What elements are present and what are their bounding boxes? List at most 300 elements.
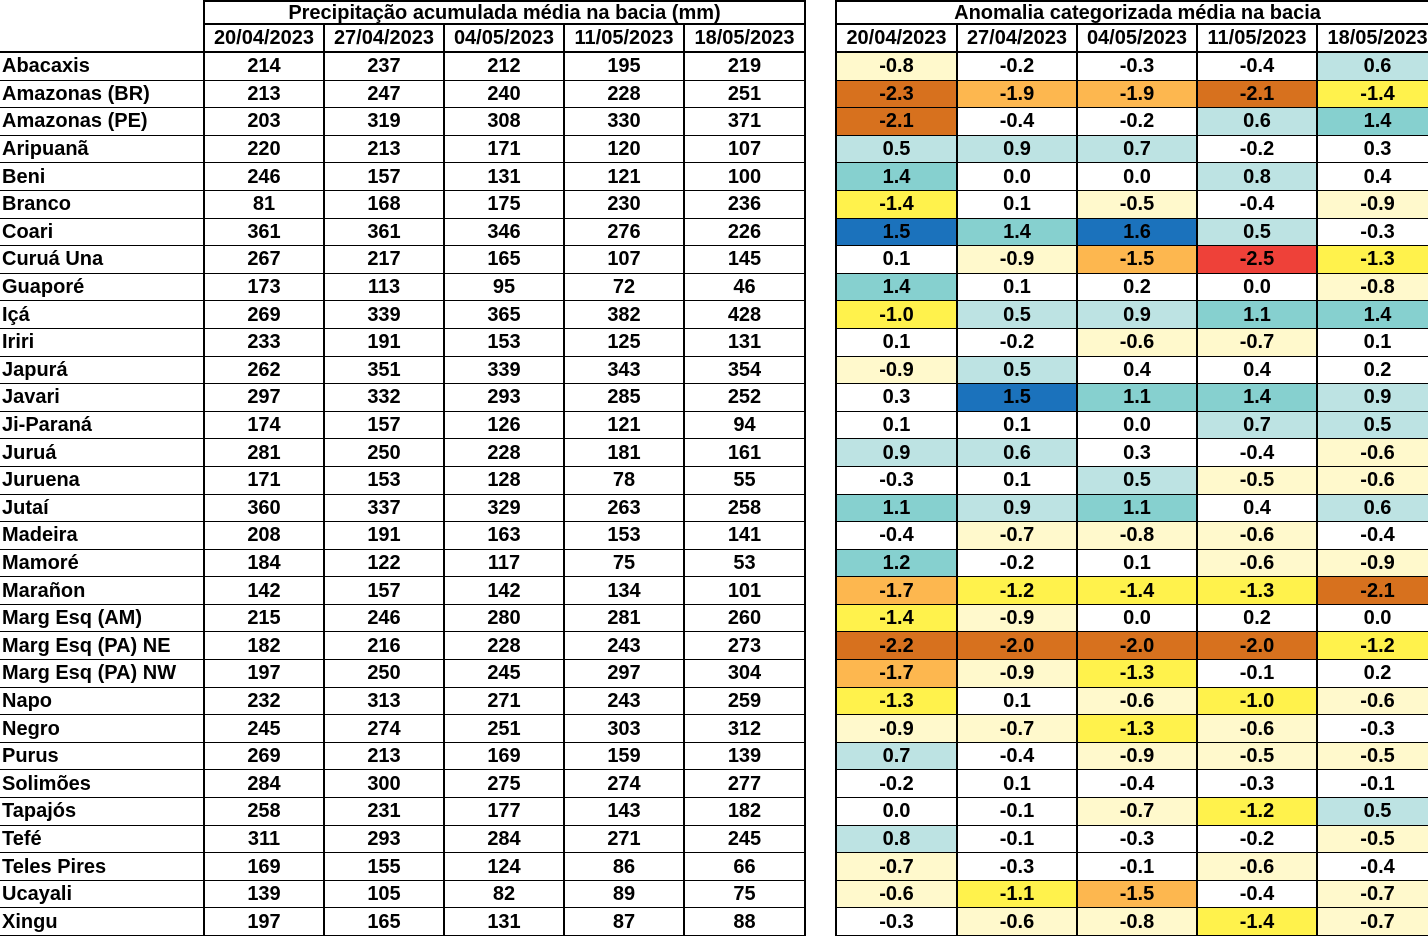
anomaly-value: -0.4 bbox=[1197, 880, 1317, 908]
anomaly-value: -0.2 bbox=[957, 328, 1077, 356]
basin-name: Napo bbox=[0, 687, 204, 715]
precip-value: 105 bbox=[324, 880, 444, 908]
table-row bbox=[836, 163, 1428, 191]
precip-value: 365 bbox=[444, 301, 564, 329]
table-row bbox=[836, 798, 1428, 826]
anomaly-value: -0.7 bbox=[836, 853, 957, 881]
anomaly-value: 0.7 bbox=[1197, 411, 1317, 439]
table-row bbox=[0, 163, 805, 191]
precip-value: 262 bbox=[204, 356, 324, 384]
anomaly-value: 0.6 bbox=[1197, 108, 1317, 136]
precip-value: 219 bbox=[684, 52, 805, 80]
precip-value: 174 bbox=[204, 411, 324, 439]
table-row bbox=[836, 853, 1428, 881]
precip-value: 337 bbox=[324, 494, 444, 522]
precip-value: 182 bbox=[204, 632, 324, 660]
precip-value: 126 bbox=[444, 411, 564, 439]
table-row bbox=[0, 632, 805, 660]
anomaly-value: -0.9 bbox=[957, 246, 1077, 274]
basin-name: Amazonas (BR) bbox=[0, 80, 204, 108]
precip-value: 213 bbox=[204, 80, 324, 108]
table-row bbox=[0, 411, 805, 439]
anomaly-value: -0.3 bbox=[836, 908, 957, 936]
table-row bbox=[836, 466, 1428, 494]
anomaly-value: 0.4 bbox=[1197, 494, 1317, 522]
table-row bbox=[836, 577, 1428, 605]
anomaly-table bbox=[835, 0, 1428, 936]
precip-value: 277 bbox=[684, 770, 805, 798]
precip-value: 361 bbox=[204, 218, 324, 246]
anomaly-value: 1.1 bbox=[1077, 494, 1197, 522]
precip-value: 107 bbox=[684, 135, 805, 163]
anomaly-value: -2.1 bbox=[836, 108, 957, 136]
precip-value: 197 bbox=[204, 908, 324, 936]
anomaly-value: -0.7 bbox=[1077, 798, 1197, 826]
precip-value: 252 bbox=[684, 384, 805, 412]
precip-value: 300 bbox=[324, 770, 444, 798]
anomaly-value: -0.7 bbox=[1317, 908, 1428, 936]
anomaly-value: 0.6 bbox=[1317, 494, 1428, 522]
anomaly-value: -0.5 bbox=[1197, 466, 1317, 494]
table-row bbox=[0, 604, 805, 632]
anomaly-value: 1.4 bbox=[957, 218, 1077, 246]
table-row bbox=[0, 80, 805, 108]
anomaly-value: 0.3 bbox=[1317, 135, 1428, 163]
anomaly-value: -0.2 bbox=[957, 52, 1077, 80]
precip-value: 245 bbox=[444, 660, 564, 688]
anomaly-value: 0.7 bbox=[1077, 135, 1197, 163]
anomaly-value: 0.9 bbox=[957, 135, 1077, 163]
precip-value: 226 bbox=[684, 218, 805, 246]
anomaly-value: 0.0 bbox=[1077, 411, 1197, 439]
precip-value: 243 bbox=[564, 687, 684, 715]
basin-name: Madeira bbox=[0, 522, 204, 550]
anomaly-value: -0.2 bbox=[1197, 135, 1317, 163]
precip-value: 66 bbox=[684, 853, 805, 881]
precip-value: 153 bbox=[564, 522, 684, 550]
precip-value: 245 bbox=[684, 825, 805, 853]
basin-name: Amazonas (PE) bbox=[0, 108, 204, 136]
precip-value: 271 bbox=[444, 687, 564, 715]
anomaly-value: 1.4 bbox=[1317, 108, 1428, 136]
precip-value: 145 bbox=[684, 246, 805, 274]
precip-value: 184 bbox=[204, 549, 324, 577]
basin-name: Iriri bbox=[0, 328, 204, 356]
precip-value: 346 bbox=[444, 218, 564, 246]
anomaly-value: -1.1 bbox=[957, 880, 1077, 908]
precip-value: 311 bbox=[204, 825, 324, 853]
basin-name: Xingu bbox=[0, 908, 204, 936]
anomaly-value: 0.1 bbox=[957, 411, 1077, 439]
anomaly-title: Anomalia categorizada média na bacia bbox=[836, 1, 1428, 24]
table-row bbox=[0, 742, 805, 770]
anomaly-value: -0.9 bbox=[836, 715, 957, 743]
precip-value: 100 bbox=[684, 163, 805, 191]
precip-value: 165 bbox=[324, 908, 444, 936]
anomaly-value: 0.9 bbox=[1077, 301, 1197, 329]
anomaly-value: 0.0 bbox=[1197, 273, 1317, 301]
anomaly-value: -0.2 bbox=[957, 549, 1077, 577]
anomaly-value: -1.3 bbox=[1197, 577, 1317, 605]
anomaly-value: -0.6 bbox=[1077, 687, 1197, 715]
precip-value: 177 bbox=[444, 798, 564, 826]
anomaly-value: 0.1 bbox=[1077, 549, 1197, 577]
anomaly-value: 0.2 bbox=[1317, 660, 1428, 688]
precip-value: 171 bbox=[444, 135, 564, 163]
basin-name: Marg Esq (AM) bbox=[0, 604, 204, 632]
table-row bbox=[836, 301, 1428, 329]
precip-value: 247 bbox=[324, 80, 444, 108]
anomaly-value: 0.8 bbox=[836, 825, 957, 853]
table-row bbox=[836, 880, 1428, 908]
anomaly-value: -0.1 bbox=[957, 798, 1077, 826]
anomaly-value: -0.1 bbox=[1317, 770, 1428, 798]
table-row bbox=[0, 770, 805, 798]
table-row bbox=[836, 632, 1428, 660]
precip-value: 293 bbox=[444, 384, 564, 412]
anomaly-value: -0.8 bbox=[1077, 522, 1197, 550]
precip-value: 276 bbox=[564, 218, 684, 246]
basin-name: Mamoré bbox=[0, 549, 204, 577]
precip-date-header: 11/05/2023 bbox=[564, 24, 684, 52]
precip-value: 122 bbox=[324, 549, 444, 577]
table-row bbox=[836, 439, 1428, 467]
anomaly-value: -1.5 bbox=[1077, 880, 1197, 908]
anomaly-value: -0.4 bbox=[1317, 853, 1428, 881]
precip-value: 312 bbox=[684, 715, 805, 743]
anomaly-value: -1.4 bbox=[1317, 80, 1428, 108]
precip-value: 143 bbox=[564, 798, 684, 826]
anomaly-value: 0.4 bbox=[1317, 163, 1428, 191]
anomaly-value: 1.4 bbox=[1317, 301, 1428, 329]
precip-value: 134 bbox=[564, 577, 684, 605]
precip-value: 319 bbox=[324, 108, 444, 136]
precip-value: 86 bbox=[564, 853, 684, 881]
anomaly-value: -2.1 bbox=[1197, 80, 1317, 108]
anomaly-value: -0.6 bbox=[836, 880, 957, 908]
anomaly-value: 0.0 bbox=[1077, 163, 1197, 191]
precip-value: 220 bbox=[204, 135, 324, 163]
anomaly-value: -2.5 bbox=[1197, 246, 1317, 274]
precip-value: 213 bbox=[324, 135, 444, 163]
precip-value: 203 bbox=[204, 108, 324, 136]
precip-value: 95 bbox=[444, 273, 564, 301]
precip-value: 121 bbox=[564, 163, 684, 191]
anomaly-value: -0.6 bbox=[1197, 522, 1317, 550]
precip-date-header: 18/05/2023 bbox=[684, 24, 805, 52]
precip-value: 107 bbox=[564, 246, 684, 274]
table-row bbox=[836, 52, 1428, 80]
precip-value: 128 bbox=[444, 466, 564, 494]
table-row bbox=[0, 908, 805, 936]
anomaly-value: 0.5 bbox=[836, 135, 957, 163]
precip-value: 182 bbox=[684, 798, 805, 826]
precip-value: 269 bbox=[204, 301, 324, 329]
precip-value: 163 bbox=[444, 522, 564, 550]
precip-value: 274 bbox=[564, 770, 684, 798]
precip-value: 53 bbox=[684, 549, 805, 577]
anomaly-value: -0.3 bbox=[1197, 770, 1317, 798]
anomaly-value: -1.4 bbox=[1077, 577, 1197, 605]
anomaly-value: -1.3 bbox=[1317, 246, 1428, 274]
precip-value: 281 bbox=[564, 604, 684, 632]
precip-value: 360 bbox=[204, 494, 324, 522]
precip-date-header: 04/05/2023 bbox=[444, 24, 564, 52]
precip-value: 131 bbox=[444, 908, 564, 936]
precip-value: 280 bbox=[444, 604, 564, 632]
table-row bbox=[836, 549, 1428, 577]
precip-value: 251 bbox=[684, 80, 805, 108]
anomaly-value: -1.3 bbox=[836, 687, 957, 715]
table-row bbox=[836, 190, 1428, 218]
anomaly-value: -0.4 bbox=[1317, 522, 1428, 550]
table-row bbox=[836, 604, 1428, 632]
anomaly-value: 0.5 bbox=[957, 356, 1077, 384]
table-row bbox=[0, 715, 805, 743]
precip-value: 117 bbox=[444, 549, 564, 577]
precip-value: 330 bbox=[564, 108, 684, 136]
precip-value: 87 bbox=[564, 908, 684, 936]
anomaly-value: -0.6 bbox=[1197, 549, 1317, 577]
precip-value: 139 bbox=[684, 742, 805, 770]
anomaly-value: 0.6 bbox=[1317, 52, 1428, 80]
precip-value: 351 bbox=[324, 356, 444, 384]
table-row bbox=[836, 770, 1428, 798]
precip-value: 213 bbox=[324, 742, 444, 770]
precip-value: 214 bbox=[204, 52, 324, 80]
table-row bbox=[0, 108, 805, 136]
anomaly-value: -2.0 bbox=[957, 632, 1077, 660]
table-row bbox=[0, 301, 805, 329]
precip-value: 82 bbox=[444, 880, 564, 908]
precip-value: 293 bbox=[324, 825, 444, 853]
anomaly-date-header: 20/04/2023 bbox=[836, 24, 957, 52]
anomaly-value: 0.5 bbox=[1317, 798, 1428, 826]
basin-name: Marg Esq (PA) NE bbox=[0, 632, 204, 660]
precip-value: 131 bbox=[444, 163, 564, 191]
anomaly-value: 0.4 bbox=[1077, 356, 1197, 384]
anomaly-value: 0.5 bbox=[1317, 411, 1428, 439]
table-row bbox=[0, 135, 805, 163]
precip-value: 236 bbox=[684, 190, 805, 218]
table-row bbox=[0, 356, 805, 384]
precip-value: 275 bbox=[444, 770, 564, 798]
precip-value: 101 bbox=[684, 577, 805, 605]
precip-value: 285 bbox=[564, 384, 684, 412]
table-row bbox=[0, 494, 805, 522]
anomaly-value: 0.1 bbox=[957, 273, 1077, 301]
precip-value: 94 bbox=[684, 411, 805, 439]
precip-value: 157 bbox=[324, 577, 444, 605]
precip-value: 75 bbox=[564, 549, 684, 577]
anomaly-value: -1.2 bbox=[1317, 632, 1428, 660]
table-row bbox=[836, 522, 1428, 550]
anomaly-value: 0.1 bbox=[957, 190, 1077, 218]
anomaly-value: -0.9 bbox=[1317, 549, 1428, 577]
precip-value: 139 bbox=[204, 880, 324, 908]
table-row bbox=[0, 273, 805, 301]
anomaly-value: -0.6 bbox=[1197, 853, 1317, 881]
precip-value: 230 bbox=[564, 190, 684, 218]
precip-value: 191 bbox=[324, 328, 444, 356]
precip-value: 228 bbox=[444, 439, 564, 467]
precip-value: 308 bbox=[444, 108, 564, 136]
precip-date-header: 27/04/2023 bbox=[324, 24, 444, 52]
anomaly-value: 0.0 bbox=[1317, 604, 1428, 632]
basin-name: Purus bbox=[0, 742, 204, 770]
table-row bbox=[0, 246, 805, 274]
precip-value: 113 bbox=[324, 273, 444, 301]
anomaly-value: -0.7 bbox=[957, 715, 1077, 743]
precip-value: 259 bbox=[684, 687, 805, 715]
precip-value: 329 bbox=[444, 494, 564, 522]
anomaly-value: 0.1 bbox=[836, 328, 957, 356]
precip-date-header: 20/04/2023 bbox=[204, 24, 324, 52]
precip-value: 55 bbox=[684, 466, 805, 494]
anomaly-value: -1.7 bbox=[836, 660, 957, 688]
anomaly-value: -0.7 bbox=[1317, 880, 1428, 908]
table-row bbox=[0, 687, 805, 715]
precip-value: 212 bbox=[444, 52, 564, 80]
anomaly-value: -0.7 bbox=[957, 522, 1077, 550]
precip-value: 175 bbox=[444, 190, 564, 218]
precip-value: 304 bbox=[684, 660, 805, 688]
precip-value: 72 bbox=[564, 273, 684, 301]
anomaly-value: -0.9 bbox=[1077, 742, 1197, 770]
precip-value: 153 bbox=[324, 466, 444, 494]
basin-name: Javari bbox=[0, 384, 204, 412]
precip-value: 141 bbox=[684, 522, 805, 550]
basin-name: Marañon bbox=[0, 577, 204, 605]
anomaly-value: -1.4 bbox=[836, 190, 957, 218]
anomaly-value: 1.5 bbox=[836, 218, 957, 246]
anomaly-value: 0.9 bbox=[836, 439, 957, 467]
precip-value: 197 bbox=[204, 660, 324, 688]
basin-name: Abacaxis bbox=[0, 52, 204, 80]
anomaly-value: 1.5 bbox=[957, 384, 1077, 412]
anomaly-value: -0.9 bbox=[1317, 190, 1428, 218]
table-row bbox=[0, 466, 805, 494]
anomaly-value: -1.9 bbox=[1077, 80, 1197, 108]
precip-value: 88 bbox=[684, 908, 805, 936]
precip-value: 124 bbox=[444, 853, 564, 881]
precip-value: 181 bbox=[564, 439, 684, 467]
anomaly-value: 0.2 bbox=[1317, 356, 1428, 384]
anomaly-value: -0.8 bbox=[1317, 273, 1428, 301]
anomaly-value: 1.4 bbox=[836, 273, 957, 301]
anomaly-value: 1.4 bbox=[836, 163, 957, 191]
anomaly-value: -0.6 bbox=[1077, 328, 1197, 356]
basin-name: Ucayali bbox=[0, 880, 204, 908]
precip-value: 173 bbox=[204, 273, 324, 301]
anomaly-value: -0.5 bbox=[1077, 190, 1197, 218]
anomaly-value: 0.0 bbox=[1077, 604, 1197, 632]
table-row bbox=[836, 328, 1428, 356]
anomaly-value: 0.9 bbox=[957, 494, 1077, 522]
precip-value: 263 bbox=[564, 494, 684, 522]
header-blank bbox=[0, 24, 204, 52]
anomaly-value: -2.3 bbox=[836, 80, 957, 108]
precip-value: 284 bbox=[204, 770, 324, 798]
anomaly-value: -0.9 bbox=[836, 356, 957, 384]
precip-value: 274 bbox=[324, 715, 444, 743]
anomaly-value: -1.0 bbox=[836, 301, 957, 329]
precip-value: 273 bbox=[684, 632, 805, 660]
anomaly-value: -0.5 bbox=[1317, 825, 1428, 853]
table-row bbox=[836, 742, 1428, 770]
anomaly-value: 0.3 bbox=[836, 384, 957, 412]
precip-value: 281 bbox=[204, 439, 324, 467]
table-row bbox=[836, 687, 1428, 715]
basin-name: Juruena bbox=[0, 466, 204, 494]
precip-value: 428 bbox=[684, 301, 805, 329]
precip-value: 250 bbox=[324, 439, 444, 467]
anomaly-value: -1.7 bbox=[836, 577, 957, 605]
anomaly-value: 0.6 bbox=[957, 439, 1077, 467]
precip-value: 361 bbox=[324, 218, 444, 246]
anomaly-value: -0.2 bbox=[836, 770, 957, 798]
precip-value: 245 bbox=[204, 715, 324, 743]
table-row bbox=[0, 190, 805, 218]
precip-value: 191 bbox=[324, 522, 444, 550]
table-row bbox=[0, 660, 805, 688]
anomaly-value: -0.8 bbox=[1077, 908, 1197, 936]
anomaly-value: 1.2 bbox=[836, 549, 957, 577]
precip-value: 131 bbox=[684, 328, 805, 356]
anomaly-value: 0.2 bbox=[1077, 273, 1197, 301]
table-row bbox=[836, 273, 1428, 301]
table-row bbox=[836, 825, 1428, 853]
anomaly-value: -0.7 bbox=[1197, 328, 1317, 356]
table-row bbox=[836, 135, 1428, 163]
table-row bbox=[836, 218, 1428, 246]
precip-value: 258 bbox=[204, 798, 324, 826]
basin-name: Marg Esq (PA) NW bbox=[0, 660, 204, 688]
anomaly-value: -0.6 bbox=[1197, 715, 1317, 743]
precip-value: 120 bbox=[564, 135, 684, 163]
anomaly-value: -0.8 bbox=[836, 52, 957, 80]
precip-value: 267 bbox=[204, 246, 324, 274]
anomaly-value: -0.3 bbox=[957, 853, 1077, 881]
precip-value: 153 bbox=[444, 328, 564, 356]
precip-value: 161 bbox=[684, 439, 805, 467]
precip-value: 46 bbox=[684, 273, 805, 301]
anomaly-value: -0.4 bbox=[957, 108, 1077, 136]
anomaly-value: -0.6 bbox=[1317, 466, 1428, 494]
precip-value: 354 bbox=[684, 356, 805, 384]
anomaly-value: -2.2 bbox=[836, 632, 957, 660]
precip-value: 339 bbox=[444, 356, 564, 384]
anomaly-value: 1.4 bbox=[1197, 384, 1317, 412]
table-row bbox=[0, 853, 805, 881]
precip-value: 339 bbox=[324, 301, 444, 329]
anomaly-value: -1.2 bbox=[1197, 798, 1317, 826]
precip-value: 169 bbox=[204, 853, 324, 881]
anomaly-value: -0.1 bbox=[1077, 853, 1197, 881]
anomaly-value: -0.4 bbox=[1197, 439, 1317, 467]
basin-name: Branco bbox=[0, 190, 204, 218]
table-row bbox=[0, 218, 805, 246]
precip-value: 228 bbox=[444, 632, 564, 660]
anomaly-value: -0.3 bbox=[1317, 715, 1428, 743]
anomaly-value: -0.5 bbox=[1317, 742, 1428, 770]
anomaly-value: 1.1 bbox=[836, 494, 957, 522]
basin-name: Juruá bbox=[0, 439, 204, 467]
precip-value: 332 bbox=[324, 384, 444, 412]
table-row bbox=[0, 549, 805, 577]
precip-value: 243 bbox=[564, 632, 684, 660]
anomaly-value: -0.6 bbox=[1317, 439, 1428, 467]
